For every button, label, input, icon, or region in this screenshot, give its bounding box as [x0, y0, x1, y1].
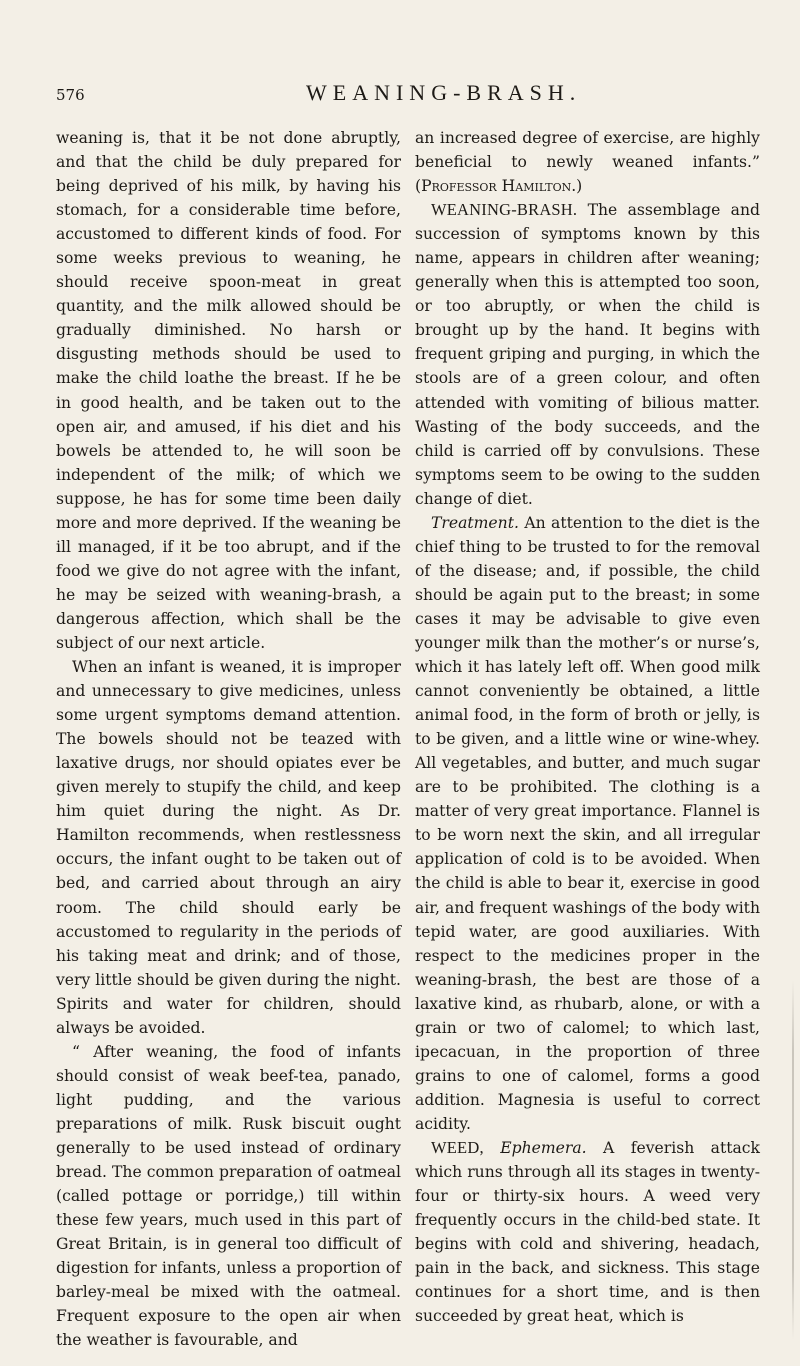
- entry-heading-weaning-brash: WEANING-BRASH.: [431, 200, 578, 220]
- page-edge-shadow: [792, 980, 794, 1340]
- page-number: 576: [56, 86, 85, 104]
- entry-text-weed: A feverish attack which runs through all its stages in twenty-four or thirty-six hours. A weed very frequently occurs in the child-bed state. It begins with cold and shivering, headach, pain in the back, and sickness. This stage continues for a short time, and is then succeeded by great heat, which is: [415, 1138, 760, 1326]
- entry-heading-weed: WEED,: [431, 1137, 484, 1157]
- entry-weed: [415, 1136, 760, 1328]
- treatment-text: An attention to the diet is the chief thing to be trusted to for the removal of the disease; and, if possible, the child should be again put to the breast; in some cases it may be advisable to give even younger milk than the mother’s or nurse’s, which it has lately left off. When good milk cannot conveniently be obtained, a little animal food, in the form of broth or jelly, is to be given, and a little wine or wine-whey. All vegetables, and butter, and much sugar are to be prohibited. The clothing is a matter of very great importance. Flannel is to be worn next the skin, and all irregular application of cold is to be avoided. When the child is able to bear it, exercise in good air, and frequent washings of the body with tepid water, are good auxiliaries. With respect to the medicines proper in the weaning-brash, the best are those of a laxative kind, as rhubarb, alone, or with a grain or two of calomel; to which last, ipecacuan, in the proportion of three grains to one of calomel, forms a good addition. Magnesia is useful to correct acidity.: [415, 513, 760, 1133]
- entry-weaning-brash: [415, 198, 760, 511]
- left-paragraph-3: “ After weaning, the food of infants should consist of weak beef-tea, panado, light pudding, and the various preparations of milk. Rusk biscuit ought generally to be used instead of ordinary bread. The common preparation of oatmeal (called pottage or porridge,) till within these few years, much used in this part of Great Britain, is in general too difficult of digestion for infants, unless a proportion of barley-meal be mixed with the oatmeal. Frequent exposure to the open air when the weather is favourable, and: [56, 1042, 401, 1350]
- right-paragraph-1: [415, 126, 760, 198]
- page-header: [56, 80, 760, 110]
- entry-latin-weed: Ephemera.: [500, 1138, 587, 1157]
- treatment-paragraph: [415, 511, 760, 1136]
- quote-ending: an increased degree of exercise, are highly beneficial to newly weaned infants.”: [415, 129, 760, 172]
- left-column: [56, 126, 401, 1352]
- running-head: WEANING-BRASH.: [306, 80, 582, 105]
- left-paragraph-2: When an infant is weaned, it is improper and unnecessary to give medicines, unless some urgent symptoms demand attention. The bowels should not be teazed with laxative drugs, nor should opiates ever be given merely to stupify the child, and keep him quiet during the night. As Dr. Hamilton recommends, when restlessness occurs, the infant ought to be taken out of bed, and carried about through an airy room. The child should early be accustomed to regularity in the periods of his taking meat and drink; and of those, very little should be given during the night. Spirits and water for children, should always be avoided.: [56, 658, 401, 1037]
- quote-attribution: (Professor Hamilton.): [415, 177, 583, 196]
- left-paragraph-1: weaning is, that it be not done abruptly, and that the child be duly prepared for being deprived of his milk, by having his stomach, for a considerable time before, accustomed to different kinds of food. For some weeks previous to weaning, he should receive spoon-meat in great quantity, and the milk allowed should be gradually diminished. No harsh or disgusting methods should be used to make the child loathe the breast. If he be in good health, and be taken out to the open air, and amused, if his diet and his bowels be attended to, he will soon be independent of the milk; of which we suppose, he has for some time been daily more and more deprived. If the weaning be ill managed, if it be too abrupt, and if the food we give do not agree with the infant, he may be seized with weaning-brash, a dangerous affection, which shall be the subject of our next article.: [56, 129, 401, 652]
- entry-text-weaning-brash: The assemblage and succession of symptoms known by this name, appears in children after weaning; generally when this is attempted too soon, or too abruptly, or when the child is brought up by the hand. It begins with frequent griping and purging, in which the stools are of a green colour, and often attended with vomiting of bilious matter. Wasting of the body succeeds, and the child is carried off by convulsions. These symptoms seem to be owing to the sudden change of diet.: [415, 201, 760, 508]
- right-column: [415, 126, 760, 1328]
- treatment-label: Treatment.: [431, 513, 519, 532]
